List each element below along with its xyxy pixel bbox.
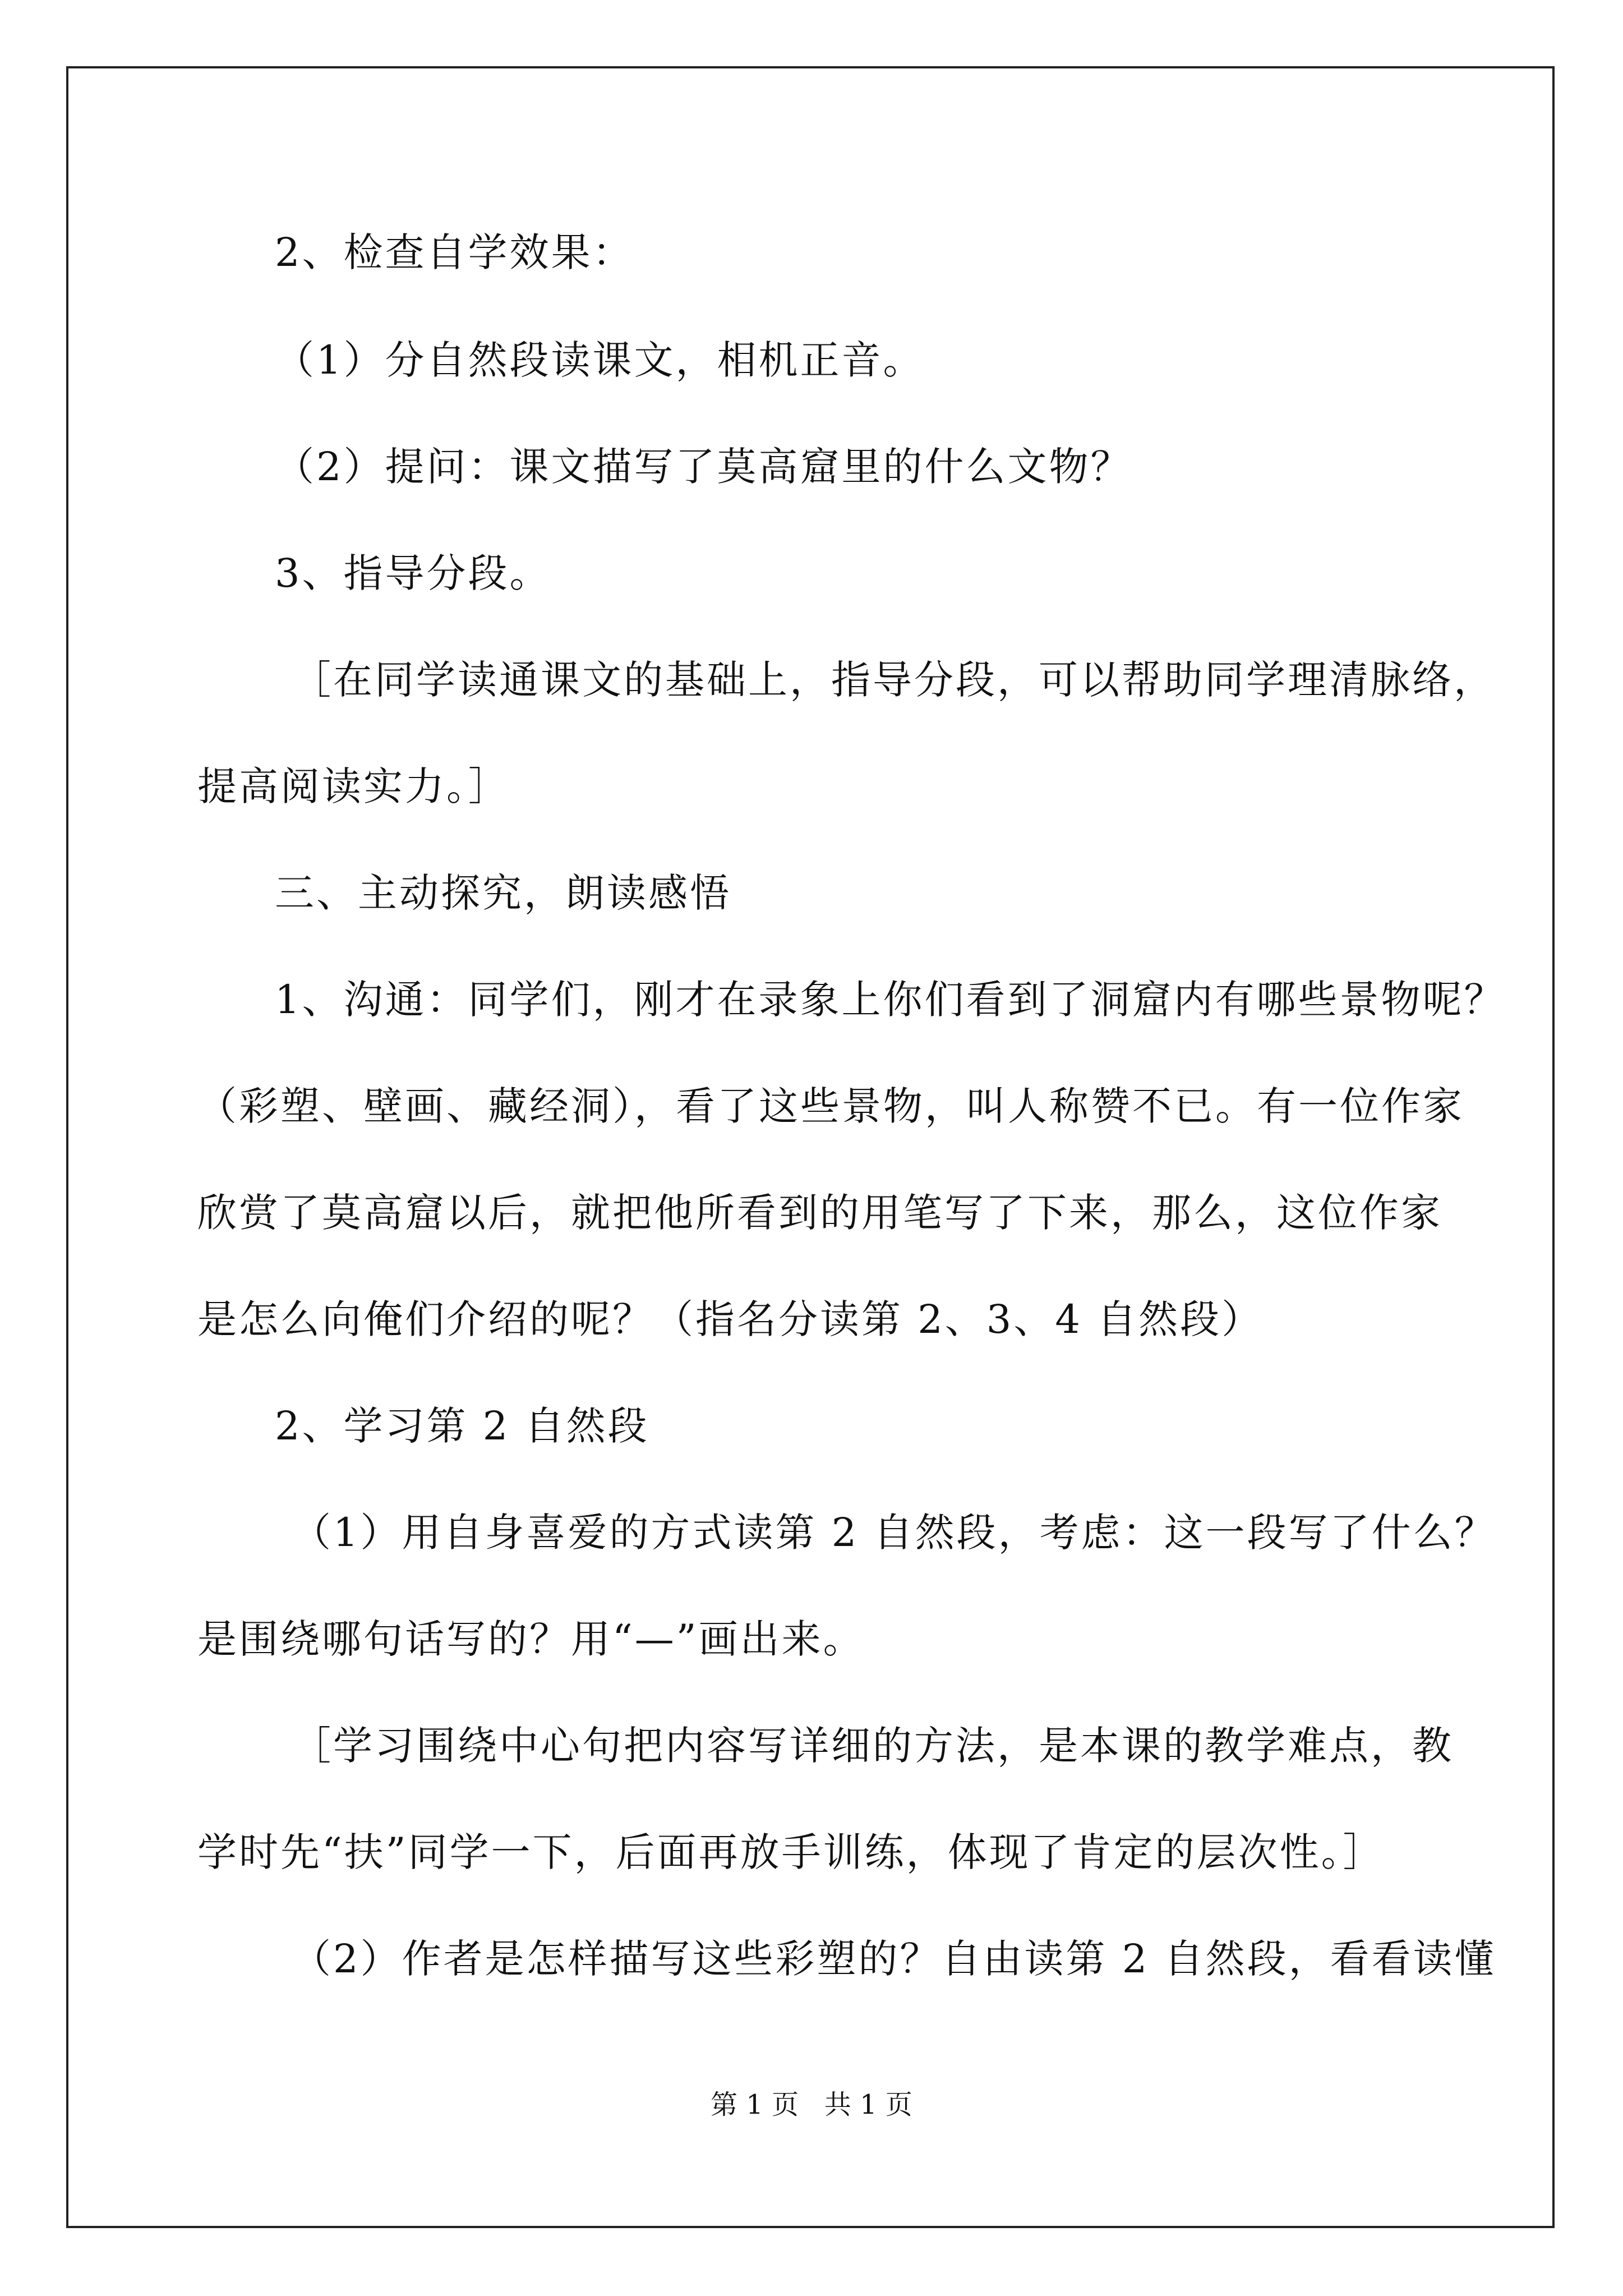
text-line: ［学习围绕中心句把内容写详细的方法，是本课的教学难点，教 bbox=[292, 1723, 1454, 1769]
text-line: 1、沟通：同学们，刚才在录象上你们看到了洞窟内有哪些景物呢？ bbox=[275, 977, 1506, 1023]
text-line: 欣赏了莫高窟以后，就把他所看到的用笔写了下来，那么，这位作家 bbox=[197, 1190, 1442, 1236]
text-line: （2）提问：课文描写了莫高窟里的什么文物？ bbox=[275, 444, 1132, 490]
text-line: ［在同学读通课文的基础上，指导分段，可以帮助同学理清脉络， bbox=[292, 657, 1495, 703]
text-line: 2、检查自学效果： bbox=[275, 229, 634, 275]
text-line: 2、学习第 2 自然段 bbox=[275, 1403, 649, 1449]
text-line: 3、指导分段。 bbox=[275, 550, 551, 596]
page-footer: 第 1 页 共 1 页 bbox=[711, 2089, 912, 2120]
page-border bbox=[66, 66, 1555, 2228]
text-line: 提高阅读实力。］ bbox=[197, 763, 510, 809]
text-line: （1）用自身喜爱的方式读第 2 自然段，考虑：这一段写了什么？ bbox=[292, 1510, 1496, 1556]
text-line: （彩塑、壁画、藏经洞），看了这些景物，叫人称赞不已。有一位作家 bbox=[197, 1083, 1464, 1129]
text-line: 是围绕哪句话写的？用“—”画出来。 bbox=[197, 1616, 865, 1662]
text-line: （1）分自然段读课文，相机正音。 bbox=[275, 337, 925, 383]
text-line: （2）作者是怎样描写这些彩塑的？自由读第 2 自然段，看看读懂 bbox=[292, 1936, 1496, 1982]
section-heading: 三、主动探究，朗读感悟 bbox=[275, 870, 731, 916]
text-line: 学时先“扶”同学一下，后面再放手训练，体现了肯定的层次性。］ bbox=[197, 1829, 1385, 1875]
text-line: 是怎么向俺们介绍的呢？（指名分读第 2、3、4 自然段） bbox=[197, 1296, 1264, 1342]
